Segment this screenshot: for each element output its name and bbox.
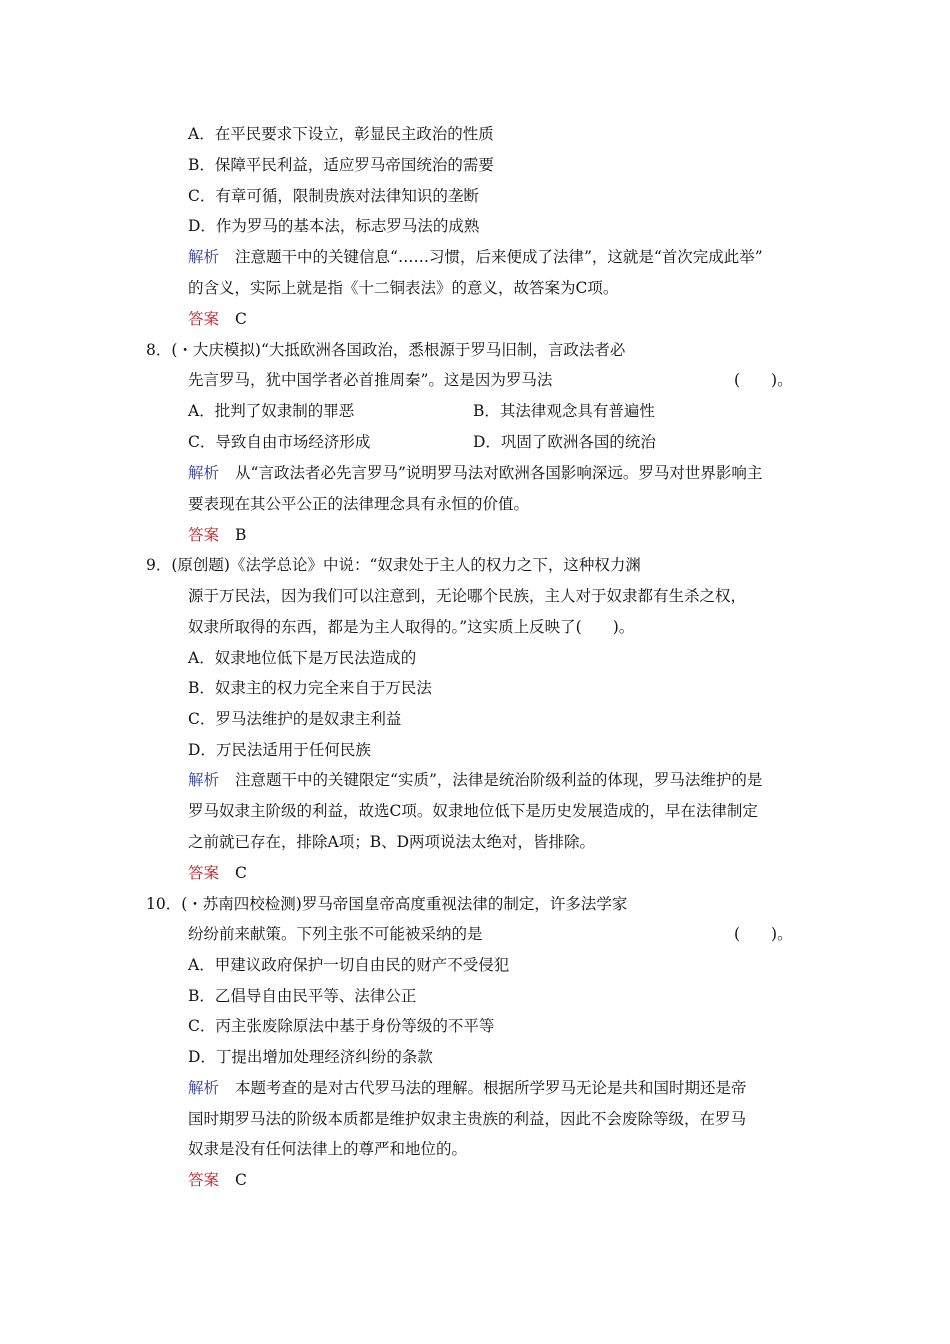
q8-answer-bracket: ( )。 <box>734 371 793 389</box>
q9-answer-value: C <box>235 864 247 882</box>
q10-analysis-line-3: 奴隶是没有任何法律上的尊严和地位的。 <box>188 1140 468 1158</box>
q7-analysis-label: 解析 <box>188 248 220 266</box>
q10-answer-bracket: ( )。 <box>734 925 793 943</box>
q10-analysis-line-1 <box>188 1078 747 1098</box>
q8-analysis-line-1 <box>188 463 762 483</box>
q7-analysis-line-1 <box>188 247 763 267</box>
q9-stem-line-1: 9．(原创题)《法学总论》中说：“奴隶处于主人的权力之下，这种权力渊 <box>146 556 641 574</box>
q10-option-a: A．甲建议政府保护一切自由民的财产不受侵犯 <box>188 956 510 974</box>
q7-answer-label: 答案 <box>188 310 220 328</box>
q10-option-c: C．丙主张废除原法中基于身份等级的不平等 <box>188 1017 495 1035</box>
q8-stem-line-2: 先言罗马，犹中国学者必首推周秦”。这是因为罗马法 <box>188 371 553 389</box>
q7-option-a: A．在平民要求下设立，彰显民主政治的性质 <box>188 125 494 143</box>
q8-answer-label: 答案 <box>188 526 220 544</box>
q8-analysis-line-2: 要表现在其公平公正的法律理念具有永恒的价值。 <box>188 495 530 513</box>
q8-option-b: B．其法律观念具有普遍性 <box>473 402 655 420</box>
q10-analysis-text-1: 本题考查的是对古代罗马法的理解。根据所学罗马无论是共和国时期还是帝 <box>235 1079 747 1097</box>
q8-option-d: D．巩固了欧洲各国的统治 <box>473 433 656 451</box>
q7-option-d: D．作为罗马的基本法，标志罗马法的成熟 <box>188 217 480 235</box>
q10-stem-line-1: 10．(・苏南四校检测)罗马帝国皇帝高度重视法律的制定，许多法学家 <box>146 895 628 913</box>
q8-answer-line <box>188 525 246 545</box>
q9-answer-label: 答案 <box>188 864 220 882</box>
q10-analysis-line-2: 国时期罗马法的阶级本质都是维护奴隶主贵族的利益，因此不会废除等级，在罗马 <box>188 1110 747 1128</box>
q8-answer-value: B <box>235 526 247 544</box>
q9-analysis-text-1: 注意题干中的关键限定“实质”，法律是统治阶级利益的体现，罗马法维护的是 <box>235 771 763 789</box>
q10-option-b: B．乙倡导自由民平等、法律公正 <box>188 987 417 1005</box>
q8-analysis-text-1: 从“言政法者必先言罗马”说明罗马法对欧洲各国影响深远。罗马对世界影响主 <box>235 464 763 482</box>
q7-analysis-line-2: 的含义，实际上就是指《十二铜表法》的意义，故答案为C项。 <box>188 279 619 297</box>
q7-answer-value: C <box>235 310 247 328</box>
q10-answer-label: 答案 <box>188 1171 220 1189</box>
q8-option-c: C．导致自由市场经济形成 <box>188 433 371 451</box>
q8-option-a: A．批判了奴隶制的罪恶 <box>188 402 355 420</box>
q7-answer-line <box>188 309 247 329</box>
q9-option-c: C．罗马法维护的是奴隶主利益 <box>188 710 402 728</box>
q7-analysis-text-1: 注意题干中的关键信息“……习惯，后来便成了法律”，这就是“首次完成此举” <box>235 248 763 266</box>
q7-option-b: B．保障平民利益，适应罗马帝国统治的需要 <box>188 156 494 174</box>
q10-analysis-label: 解析 <box>188 1079 220 1097</box>
q8-stem-line-1: 8．(・大庆模拟)“大抵欧洲各国政治，悉根源于罗马旧制，言政法者必 <box>146 341 626 359</box>
q7-option-c: C．有章可循，限制贵族对法律知识的垄断 <box>188 187 479 205</box>
q8-analysis-label: 解析 <box>188 464 220 482</box>
q9-analysis-line-3: 之前就已存在，排除A项；B、D两项说法太绝对，皆排除。 <box>188 833 596 851</box>
q10-answer-value: C <box>235 1171 247 1189</box>
q9-analysis-line-1 <box>188 770 762 790</box>
q9-analysis-line-2: 罗马奴隶主阶级的利益，故选C项。奴隶地位低下是历史发展造成的，早在法律制定 <box>188 802 758 820</box>
q9-option-a: A．奴隶地位低下是万民法造成的 <box>188 649 417 667</box>
q9-stem-line-3: 奴隶所取得的东西，都是为主人取得的。”这实质上反映了( )。 <box>188 618 635 636</box>
q9-analysis-label: 解析 <box>188 771 220 789</box>
q9-option-b: B．奴隶主的权力完全来自于万民法 <box>188 679 432 697</box>
q9-stem-line-2: 源于万民法，因为我们可以注意到，无论哪个民族，主人对于奴隶都有生杀之权， <box>188 587 747 605</box>
q10-stem-line-2: 纷纷前来献策。下列主张不可能被采纳的是 <box>188 925 483 943</box>
q9-option-d: D．万民法适用于任何民族 <box>188 741 371 759</box>
q10-answer-line <box>188 1170 247 1190</box>
q10-option-d: D．丁提出增加处理经济纠纷的条款 <box>188 1048 433 1066</box>
q9-answer-line <box>188 863 247 883</box>
